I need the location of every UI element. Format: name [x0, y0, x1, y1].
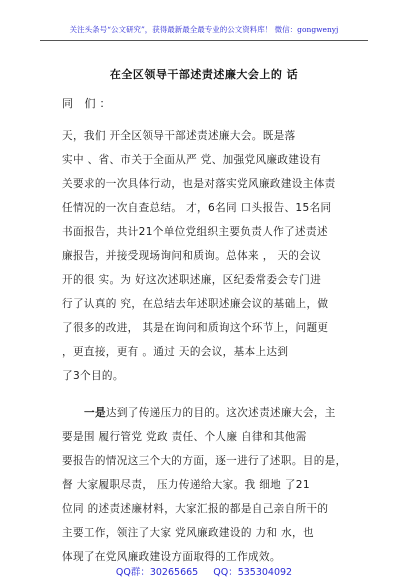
qq-number: QQ：535304092	[213, 567, 293, 578]
paragraph-line: 位同 的述责述廉材料，大家汇报的都是自己亲自所干的	[62, 503, 329, 515]
paragraph-line: 了3个目的。	[62, 370, 124, 382]
paragraph-line: 行了认真的 究，在总结去年述职述廉会议的基础上，做	[62, 298, 329, 310]
paragraph-line-text: 达到了传递压力的目的。这次述责述廉大会，主	[105, 407, 336, 419]
paragraph-line: 廉报告，并接受现场询问和质询。总体来 ， 天的会议	[62, 250, 322, 262]
paragraph-line: 要报告的情况这三个大的方面，逐一进行了述职。目的是，	[62, 455, 347, 467]
emphasis-lead: 一是	[84, 407, 106, 419]
paragraph-line: 主要工作，领注了大家 党风廉政建设的 力和 水，也	[62, 527, 314, 539]
header-divider	[40, 40, 368, 41]
paragraph-line: 要是围 履行管党 党政 责任、个人廉 自律和其他需	[62, 431, 307, 443]
qq-group-number: QQ群：30265665	[115, 567, 199, 578]
paragraph-line: 体现了在党风廉政建设方面取得的工作成效。	[62, 551, 281, 563]
paragraph-line: 了很多的改进， 其是在询问和质询这个环节上，问题更	[62, 322, 329, 334]
paragraph-line: 开的很 实。为 好这次述职述廉，区纪委常委会专门进	[62, 274, 322, 286]
paragraph-line: 关要求的一次具体行动，也是对落实党风廉政建设主体责	[62, 178, 336, 190]
paragraph-line: ，更直接，更有 。通过 天的会议，基本上达到	[62, 346, 289, 358]
document-title: 在全区领导干部述责述廉大会上的 话	[109, 68, 299, 81]
footer-contact	[0, 564, 408, 578]
paragraph-line: 天，我们 开全区领导干部述责述廉大会。既是落	[62, 130, 296, 142]
header-note: 关注头条号“公文研究”，获得最新最全最专业的公文资料库！ 微信：gongwenyj	[69, 25, 339, 34]
salutation: 同 们：	[62, 97, 115, 110]
paragraph-line: 任情况的一次自查总结。 才，6名同 口头报告、15名同	[62, 202, 332, 214]
paragraph-line: 书面报告，共计21个单位党组织主要负责人作了述责述	[62, 226, 328, 238]
paragraph-line-first	[62, 405, 336, 420]
paragraph-line: 督 大家履职尽责， 压力传递给大家。我 细地 了21	[62, 479, 310, 491]
paragraph-line: 实中 、省、市关于全面从严 党、加强党风廉政建设有	[62, 154, 322, 166]
